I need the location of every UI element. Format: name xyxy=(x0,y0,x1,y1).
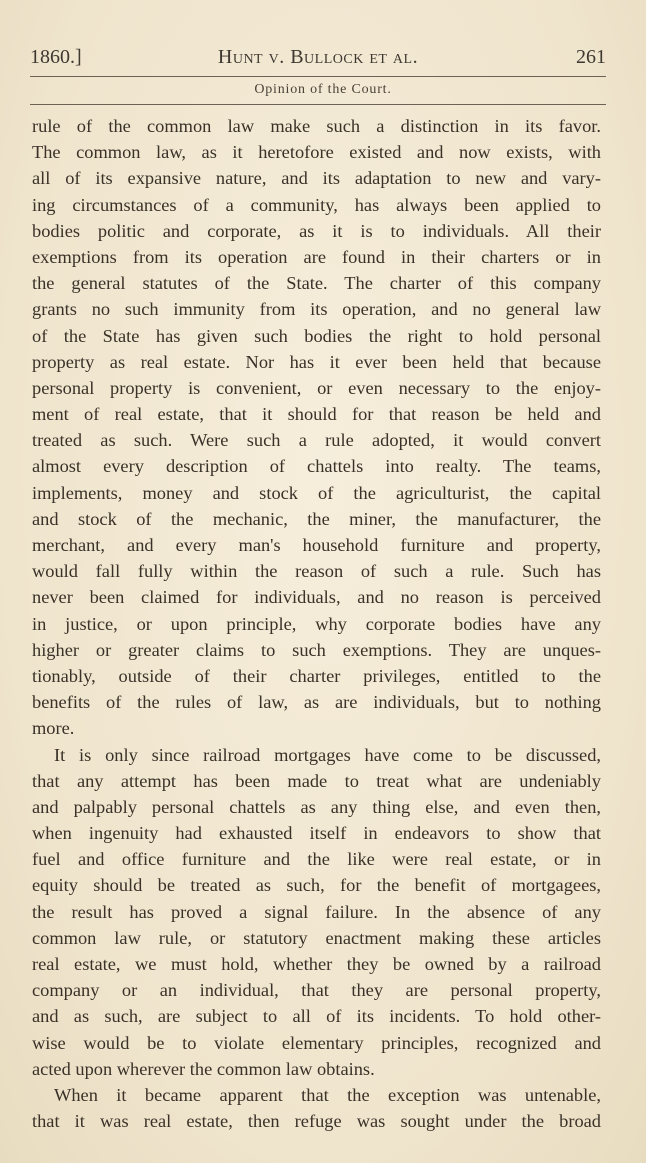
text-line: equity should be treated as such, for the benefit of mortgagees, xyxy=(32,875,601,896)
text-line: common law rule, or statutory enactment making these articles xyxy=(32,927,601,948)
subheading: Opinion of the Court. xyxy=(254,82,392,97)
text-line: implements, money and stock of the agriculturist, the capital xyxy=(32,482,601,503)
text-line: higher or greater claims to such exemptions. They are unques- xyxy=(32,639,601,660)
text-line: real estate, we must hold, whether they be owned by a railroad xyxy=(32,954,601,974)
text-line: property as real estate. Nor has it ever been held that because xyxy=(32,351,601,372)
text-line: ing circumstances of a community, has always been applied to xyxy=(32,194,601,215)
header-rule-bottom xyxy=(30,104,606,105)
text-line: The common law, as it heretofore existed and now exists, with xyxy=(32,142,601,163)
text-line: rule of the common law make such a distinction in its favor. xyxy=(32,116,601,136)
text-line: merchant, and every man's household furniture and property, xyxy=(32,535,601,555)
text-line: bodies politic and corporate, as it is to individuals. All their xyxy=(32,220,601,241)
header-rule-top xyxy=(30,76,606,77)
text-line: all of its expansive nature, and its adaptation to new and vary- xyxy=(32,168,601,189)
text-line: exemptions from its operation are found in their charters or in xyxy=(32,246,601,267)
text-line: and stock of the mechanic, the miner, the manufacturer, the xyxy=(32,508,601,529)
text-line: would fall fully within the reason of such a rule. Such has xyxy=(32,561,601,582)
text-line: in justice, or upon principle, why corporate bodies have any xyxy=(32,613,601,634)
text-line: when ingenuity had exhausted itself in endeavors to show that xyxy=(32,823,601,844)
text-line: company or an individual, that they are personal property, xyxy=(32,980,601,1001)
text-line: treated as such. Were such a rule adopted, it would convert xyxy=(32,430,601,451)
header-year: 1860.] xyxy=(30,46,82,68)
header-page-number: 261 xyxy=(576,46,606,68)
text-line: the general statutes of the State. The charter of this company xyxy=(32,273,601,294)
header-case-title: Hunt v. Bullock et al. xyxy=(217,46,419,68)
text-line: grants no such immunity from its operation, and no general law xyxy=(32,299,601,320)
text-line: more. xyxy=(32,718,75,739)
text-line: that any attempt has been made to treat what are undeniably xyxy=(32,770,601,791)
text-line: ment of real estate, that it should for that reason be held and xyxy=(32,404,601,425)
running-head xyxy=(30,46,606,72)
text-line: never been claimed for individuals, and no reason is perceived xyxy=(32,587,601,608)
text-line: wise would be to violate elementary principles, recognized and xyxy=(32,1032,601,1053)
text-line: It is only since railroad mortgages have come to be discussed, xyxy=(54,744,601,765)
opinion-text xyxy=(32,113,601,1134)
text-line: personal property is convenient, or even necessary to the enjoy- xyxy=(32,377,601,398)
text-line: benefits of the rules of law, as are individuals, but to nothing xyxy=(32,692,601,713)
text-line: and as such, are subject to all of its incidents. To hold other- xyxy=(32,1006,601,1027)
text-line: that it was real estate, then refuge was sought under the broad xyxy=(32,1111,601,1132)
text-line: When it became apparent that the exception was untenable, xyxy=(54,1084,601,1105)
text-line: almost every description of chattels into realty. The teams, xyxy=(32,456,601,477)
text-line: the result has proved a signal failure. In the absence of any xyxy=(32,901,601,922)
text-line: tionably, outside of their charter privileges, entitled to the xyxy=(32,665,601,686)
text-line: and palpably personal chattels as any thing else, and even then, xyxy=(32,796,601,817)
text-line: fuel and office furniture and the like were real estate, or in xyxy=(32,849,601,870)
text-line: acted upon wherever the common law obtains. xyxy=(32,1058,375,1079)
text-line: of the State has given such bodies the right to hold personal xyxy=(32,325,601,346)
